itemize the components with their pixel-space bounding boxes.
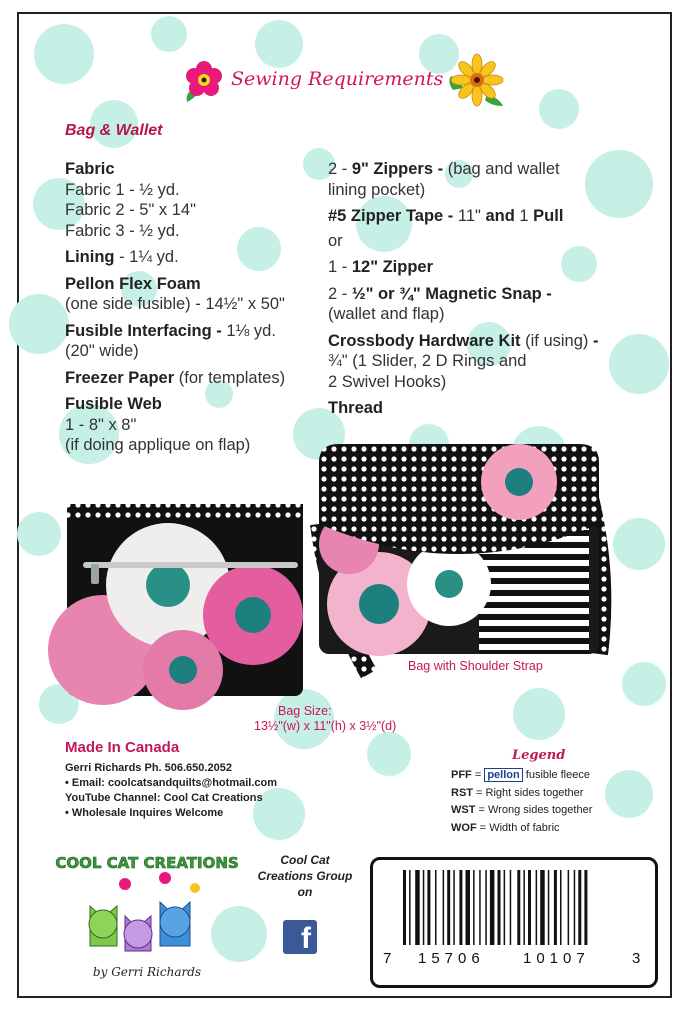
flex-foam-group [65,274,335,315]
fusible-web-line: 1 - 8" x 8" [65,415,137,434]
facebook-text-line2: Creations Group [257,869,353,883]
fusible-web-line: (if doing applique on flap) [65,436,251,454]
interfacing-amount: 1⅛ yd. [221,321,276,340]
contact-wholesale: • Wholesale Inquires Welcome [65,807,224,819]
barcode-digits-right: 10107 [523,950,590,967]
fusible-web-heading: Fusible Web [65,395,162,413]
shoulder-bag-photo [289,434,619,684]
legend-list [451,767,661,837]
flex-foam-heading: Pellon Flex Foam [65,274,201,293]
barcode-digit-first: 7 [383,950,392,967]
zippers-qty: 2 - [328,160,352,178]
right-requirements-column [328,159,628,419]
fabric-line: Fabric 1 - ½ yd. [65,180,180,199]
zipper-tape-heading: #5 Zipper Tape - [328,207,458,225]
contact-name-phone: Gerri Richards Ph. 506.650.2052 [65,762,232,774]
facebook-icon[interactable]: f [283,920,317,954]
legend-item: PFF = pellon fusible fleece [451,769,590,781]
hardware-note: (if using) [520,331,593,350]
svg-text:COOL CAT CREATIONS: COOL CAT CREATIONS [55,854,239,872]
made-in-canada: Made In Canada [65,739,180,756]
flex-foam-line: (one side fusible) - 14½" x 50" [65,295,285,313]
freezer-paper-group [65,368,335,389]
contact-info [65,761,325,821]
logo-byline: by Gerri Richards [92,965,202,979]
barcode-digit-last: 3 [632,950,641,967]
hardware-item [328,331,628,393]
hardware-dash: - [592,331,599,350]
zipper12-heading: 12" Zipper [351,258,434,276]
zipper-tape-length: 11" [457,207,481,225]
lining-heading: Lining [65,248,115,266]
zipper-tape-and: and [480,207,520,225]
hardware-line2: ¾" (1 Slider, 2 D Rings and [328,352,527,370]
legend-title: Legend [512,748,566,763]
pink-flower-icon [181,58,227,104]
contact-youtube: YouTube Channel: Cool Cat Creations [65,792,263,804]
bag-size-label: Bag Size: [278,704,332,718]
or-text: or [328,231,343,250]
legend-item: WST = Wrong sides together [451,804,593,816]
zippers-item [328,159,628,200]
page-title: Sewing Requirements [231,68,444,90]
zipper12-qty: 1 - [328,258,352,276]
facebook-text-line1: Cool Cat [280,853,330,867]
fabric-line: Fabric 3 - ½ yd. [65,221,180,240]
zipper-tape-pull: Pull [528,207,564,225]
snap-item [328,284,628,325]
barcode [403,870,628,945]
zippers-note: (bag and wallet [443,160,560,178]
snap-note: (wallet and flap) [328,305,445,323]
shoulder-bag-caption: Bag with Shoulder Strap [408,659,543,673]
fabric-heading: Fabric [65,160,115,178]
interfacing-line: (20" wide) [65,342,139,360]
legend-item: RST = Right sides together [451,786,584,799]
lining-group [65,247,335,268]
fabric-line: Fabric 2 - 5" x 14" [65,201,196,219]
pellon-brand-badge: pellon [484,768,522,782]
legend-item: WOF = Width of fabric [451,821,560,834]
section-title: Bag & Wallet [65,122,163,139]
barcode-digits-left: 15706 [418,950,485,967]
lining-amount: - 1¼ yd. [114,248,179,266]
zippers-note-line2: lining pocket) [328,180,426,199]
fabric-group [65,159,335,241]
interfacing-group [65,321,335,362]
facebook-group-text [250,852,360,900]
facebook-text-line3: on [297,885,313,899]
zippers-heading: 9" Zippers - [351,160,444,178]
snap-heading: ½" or ¾" Magnetic Snap - [351,284,552,303]
barcode-panel [370,857,658,988]
freezer-paper-note: (for templates) [174,368,286,387]
hardware-line3: 2 Swivel Hooks) [328,372,447,391]
zipper-tape-item [328,206,628,227]
left-requirements-column [65,159,335,456]
bag-size-value: 13½"(w) x 11"(h) x 3½"(d) [254,719,397,733]
snap-qty: 2 - [328,284,352,303]
zipper-tape-qty: 1 [519,207,529,225]
page-frame [17,12,672,998]
zipper12-item [328,257,628,278]
contact-email: • Email: coolcatsandquilts@hotmail.com [65,777,278,789]
zip-bag-photo [63,500,308,700]
thread-item: Thread [328,399,384,417]
cool-cat-creations-logo [55,846,239,986]
hardware-heading: Crossbody Hardware Kit [328,331,521,350]
interfacing-heading: Fusible Interfacing - [65,321,222,340]
yellow-flower-icon [447,54,507,110]
freezer-paper-heading: Freezer Paper [65,368,175,387]
